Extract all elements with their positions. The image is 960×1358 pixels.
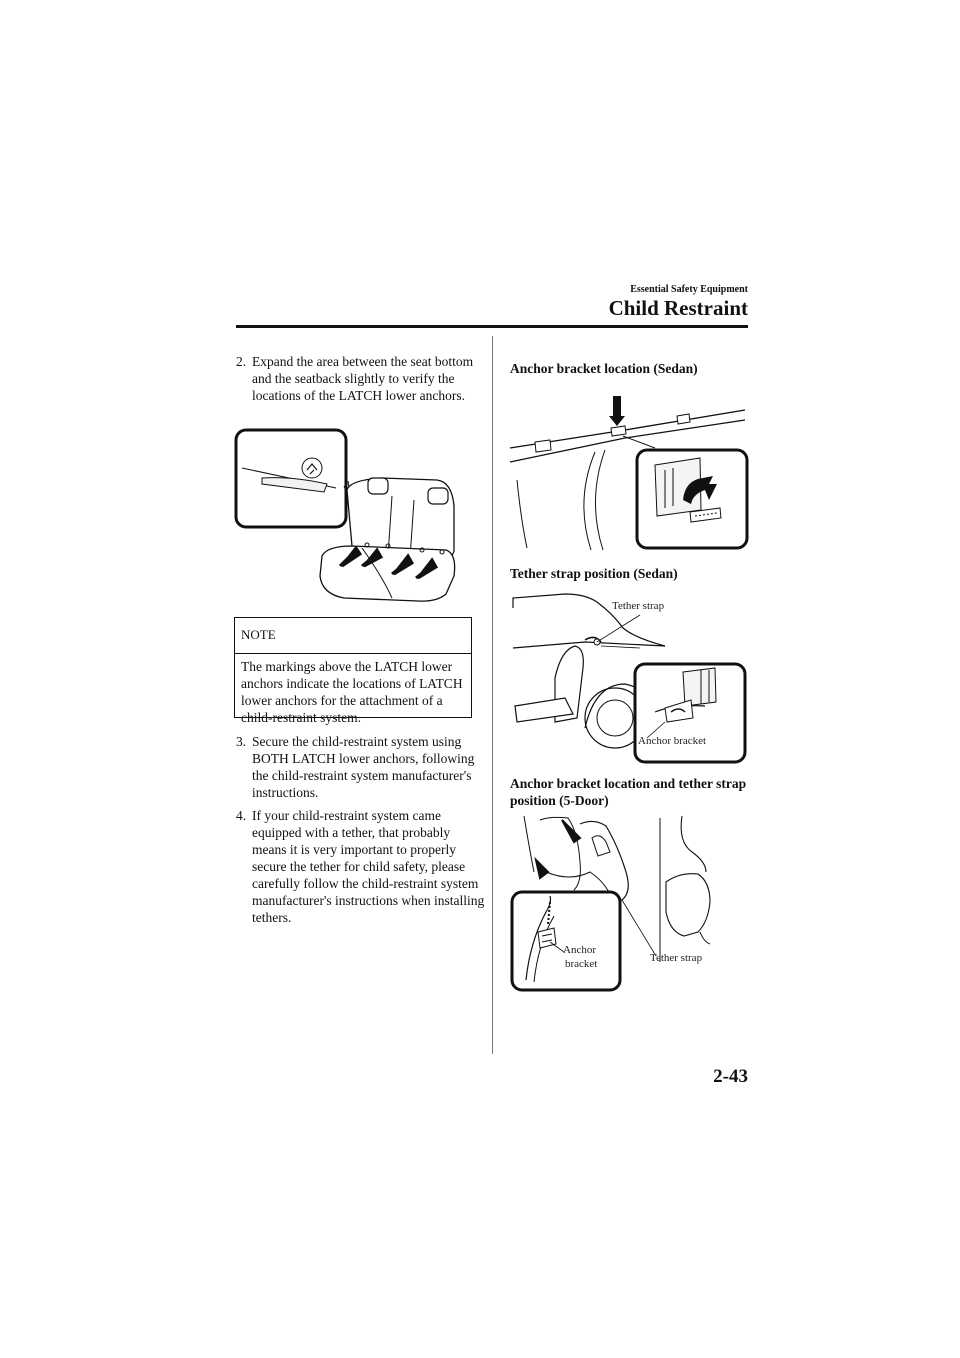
anchor-label-line2: bracket — [565, 958, 598, 970]
note-title: NOTE — [241, 627, 276, 642]
anchor-tether-5door-illustration — [510, 812, 730, 994]
step-number: 2. — [236, 354, 247, 369]
inset-frame — [512, 892, 620, 990]
anchor-label-line1: Anchor — [563, 944, 596, 956]
anchor-bracket-label: Anchor bracket — [638, 735, 707, 747]
tether-strap-label: Tether strap — [612, 600, 665, 612]
seatback — [580, 821, 628, 901]
step-3 — [236, 733, 486, 801]
step-2 — [236, 353, 486, 404]
chapter-title: Child Restraint — [608, 296, 748, 320]
seat-cushion — [320, 546, 455, 601]
step-4 — [236, 807, 486, 926]
section-label: Essential Safety Equipment — [630, 284, 748, 295]
headrest-left — [368, 478, 388, 494]
step-text: If your child-restraint system came equipped with a tether, that probably means it is very important to properly secure the tether for child safety, please carefully follow the child-restraint system manufacturer's instructions when installing tethers. — [252, 808, 485, 925]
down-arrow-icon — [609, 396, 625, 426]
note-box — [234, 617, 472, 725]
anchor-bracket-sedan-illustration — [505, 390, 750, 550]
latch-symbol-icon — [302, 458, 322, 478]
note-body: The markings above the LATCH lower anchors indicate the locations of LATCH lower anchors for the attachment of a child-restraint system. — [241, 659, 463, 725]
leader-line — [622, 900, 656, 956]
tether-strap-label: Tether strap — [650, 952, 703, 964]
figure3-caption: Anchor bracket location and tether strap position (5-Door) — [510, 776, 747, 808]
figure1-caption: Anchor bracket location (Sedan) — [510, 361, 698, 376]
step-text: Expand the area between the seat bottom and the seatback slightly to verify the locations of the LATCH lower anchors. — [252, 354, 474, 403]
headrest-right — [428, 488, 448, 504]
step-number: 3. — [236, 734, 247, 749]
step-text: Secure the child-restraint system using BOTH LATCH lower anchors, following the child-restraint system manufacturer's instructions. — [252, 734, 475, 800]
column-divider — [492, 336, 493, 1054]
leader-line — [597, 615, 640, 642]
note-divider — [235, 653, 471, 654]
tether-strap-sedan-illustration — [505, 588, 750, 763]
rear-seat-latch-illustration — [232, 426, 472, 606]
header-rule — [236, 325, 748, 328]
step-number: 4. — [236, 808, 247, 823]
figure2-caption: Tether strap position (Sedan) — [510, 566, 678, 581]
leader-line — [601, 646, 640, 648]
arrow-icon — [536, 860, 548, 878]
page-number: 2-43 — [713, 1066, 748, 1087]
